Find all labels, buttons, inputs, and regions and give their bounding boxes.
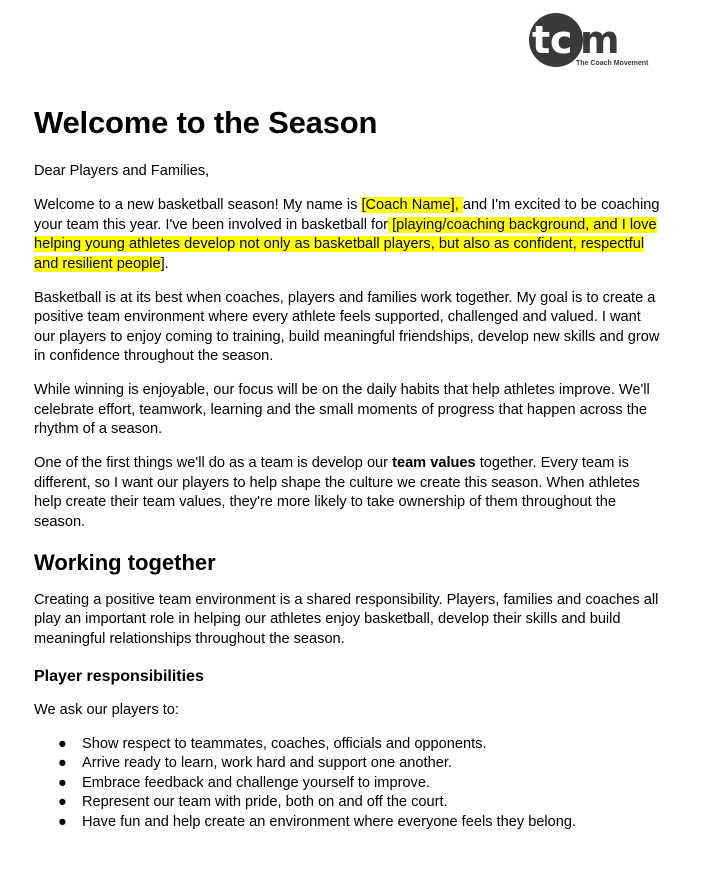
bullet-icon: ● — [58, 755, 67, 771]
player-responsibilities-list — [34, 735, 664, 833]
list-item — [58, 754, 664, 774]
paragraph-team-values — [34, 454, 664, 532]
team-values-bold: team values — [392, 455, 476, 471]
working-together-paragraph: Creating a positive team environment is a shared responsibility. Players, families and coaches all play an important role in helping our athletes enjoy basketball, develop their skills and build meaningful relationships throughout the season. — [34, 591, 659, 647]
list-item — [58, 735, 664, 755]
team-values-text-b: together. Every team is different, so I want our players to help shape the culture we create this season. When athletes help create their team values, they're more likely to take ownership of them throughout the season. — [34, 455, 640, 530]
page-title: Welcome to the Season — [34, 105, 378, 140]
background-placeholder: [playing/coaching background, and I love helping young athletes develop not only as basketball players, but also as confident, respectful and resilient people — [34, 216, 657, 272]
intro-text-end: ]. — [160, 255, 169, 272]
list-item-text: Show respect to teammates, coaches, officials and opponents. — [82, 735, 487, 752]
list-item-text: Arrive ready to learn, work hard and support one another. — [82, 755, 452, 771]
list-item-text: Embrace feedback and challenge yourself to improve. — [82, 774, 431, 791]
tcm-logo-graphic — [528, 12, 658, 72]
list-item — [58, 813, 664, 833]
intro-text-b: and I'm excited to be coaching your team this year. I've been involved in basketball for — [34, 197, 660, 233]
working-together-heading: Working together — [34, 549, 216, 575]
list-item — [58, 774, 664, 794]
logo-mark-m: m — [580, 18, 618, 62]
document-body — [34, 104, 664, 832]
coach-name-placeholder: [Coach Name], — [361, 197, 463, 213]
tcm-logo — [528, 12, 658, 72]
bullet-icon: ● — [58, 774, 67, 791]
player-responsibilities-lead: We ask our players to: — [34, 701, 179, 718]
team-values-text-a: One of the first things we'll do as a team is develop our — [34, 455, 393, 471]
greeting: Dear Players and Families, — [34, 163, 210, 179]
list-item-text: Have fun and help create an environment where everyone feels they belong. — [82, 813, 577, 830]
bullet-icon: ● — [58, 794, 67, 810]
player-responsibilities-heading: Player responsibilities — [34, 667, 204, 685]
bullet-icon: ● — [58, 735, 67, 752]
logo-mark-c: c — [550, 18, 571, 62]
paragraph-daily-habits: While winning is enjoyable, our focus will be on the daily habits that help athletes improve. We'll celebrate effort, teamwork, learning and the small moments of progress that happen across the rhythm of a season. — [34, 382, 650, 437]
list-item — [58, 793, 664, 813]
intro-text-a: Welcome to a new basketball season! My name is — [34, 197, 362, 213]
logo-tagline: The Coach Movement — [576, 60, 649, 67]
logo-mark-t: t — [532, 18, 549, 62]
paragraph-team-environment: Basketball is at its best when coaches, players and families work together. My goal is to create a positive team environment where every athlete feels supported, challenged and valued. I want our players to enjoy coming to training, build meaningful friendships, develop new skills and grow in confidence throughout the season. — [34, 289, 660, 364]
intro-paragraph — [34, 196, 664, 274]
list-item-text: Represent our team with pride, both on and off the court. — [82, 794, 448, 810]
bullet-icon: ● — [58, 813, 67, 830]
